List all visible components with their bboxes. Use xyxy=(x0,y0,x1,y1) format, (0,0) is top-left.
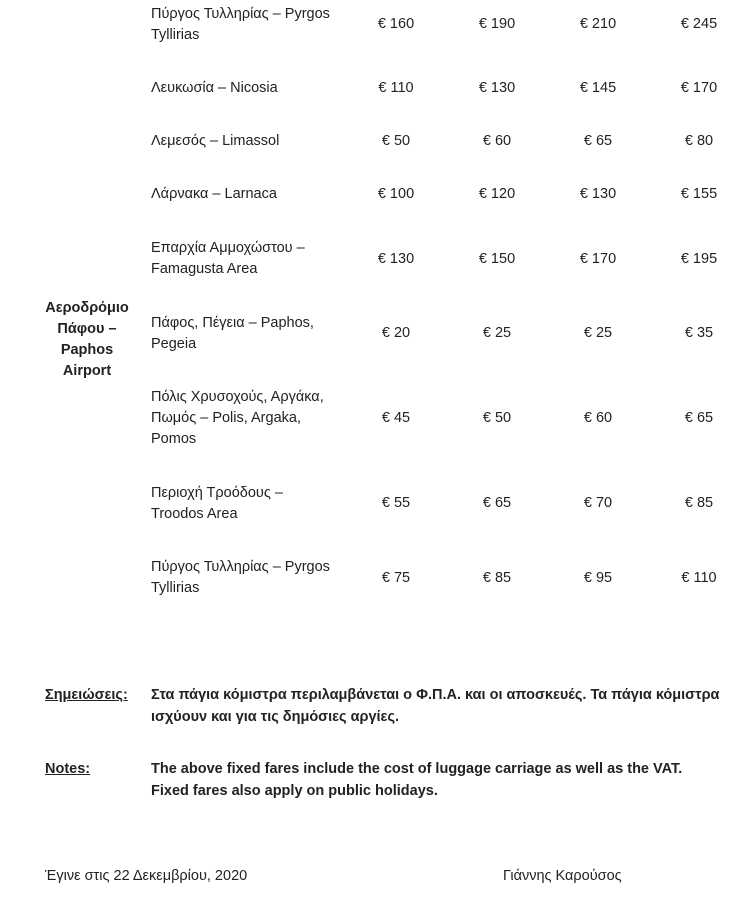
fare-cell: € 120 xyxy=(478,186,516,202)
destination-cell: Πύργος Τυλληρίας – Pyrgos Tyllirias xyxy=(151,6,330,43)
fare-cell: € 20 xyxy=(381,325,411,341)
destination-cell: Πάφος, Πέγεια – Paphos, Pegeia xyxy=(151,315,314,352)
fare-cell: € 130 xyxy=(377,251,415,267)
fare-cell: € 155 xyxy=(680,186,718,202)
fare-cell: € 60 xyxy=(583,410,613,426)
fare-cell: € 95 xyxy=(583,570,613,586)
fare-cell: € 160 xyxy=(377,16,415,32)
english-notes-label: Notes: xyxy=(45,761,91,777)
signatory-name: Γιάννης Καρούσος xyxy=(503,868,622,884)
destination-cell: Πύργος Τυλληρίας – Pyrgos Tyllirias xyxy=(151,559,330,596)
destination-cell: Επαρχία Αμμοχώστου – Famagusta Area xyxy=(151,240,305,277)
fare-cell: € 25 xyxy=(482,325,512,341)
fare-cell: € 195 xyxy=(680,251,718,267)
fare-cell: € 100 xyxy=(377,186,415,202)
destination-cell: Λεμεσός – Limassol xyxy=(151,133,280,149)
greek-notes-text: Στα πάγια κόμιστρα περιλαμβάνεται ο Φ.Π.Α. και οι αποσκευές. Τα πάγια κόμιστρα ισχύουν και για τις δημόσιες αργίες. xyxy=(151,687,720,725)
fare-cell: € 65 xyxy=(583,133,613,149)
destination-cell: Λάρνακα – Larnaca xyxy=(151,186,277,202)
english-notes-text: The above fixed fares include the cost of luggage carriage as well as the VAT. Fixed fares also apply on public holidays. xyxy=(151,761,683,799)
fare-cell: € 65 xyxy=(684,410,714,426)
fare-cell: € 190 xyxy=(478,16,516,32)
fare-cell: € 210 xyxy=(579,16,617,32)
fare-cell: € 85 xyxy=(684,495,714,511)
fare-cell: € 45 xyxy=(381,410,411,426)
fare-cell: € 60 xyxy=(482,133,512,149)
fare-cell: € 55 xyxy=(381,495,411,511)
fare-cell: € 85 xyxy=(482,570,512,586)
fare-cell: € 145 xyxy=(579,80,617,96)
fare-cell: € 130 xyxy=(478,80,516,96)
fare-cell: € 170 xyxy=(680,80,718,96)
greek-notes-label: Σημειώσεις: xyxy=(45,687,128,703)
fare-cell: € 170 xyxy=(579,251,617,267)
fare-cell: € 150 xyxy=(478,251,516,267)
document-date: Έγινε στις 22 Δεκεμβρίου, 2020 xyxy=(45,868,248,884)
fare-cell: € 80 xyxy=(684,133,714,149)
fare-cell: € 110 xyxy=(378,80,414,96)
destination-cell: Λευκωσία – Nicosia xyxy=(151,80,278,96)
fare-cell: € 75 xyxy=(381,570,411,586)
fare-cell: € 130 xyxy=(579,186,617,202)
fare-cell: € 110 xyxy=(681,570,717,586)
fare-cell: € 35 xyxy=(684,325,714,341)
fare-cell: € 25 xyxy=(583,325,613,341)
destination-cell: Πόλις Χρυσοχούς, Αργάκα, Πωμός – Polis, Argaka, Pomos xyxy=(151,389,324,447)
destination-cell: Περιοχή Τροόδους – Troodos Area xyxy=(151,485,283,522)
fare-cell: € 50 xyxy=(381,133,411,149)
origin-label: Αεροδρόμιο Πάφου – Paphos Airport xyxy=(45,300,129,379)
fare-cell: € 65 xyxy=(482,495,512,511)
fare-cell: € 70 xyxy=(583,495,613,511)
fare-cell: € 50 xyxy=(482,410,512,426)
fare-cell: € 245 xyxy=(680,16,718,32)
